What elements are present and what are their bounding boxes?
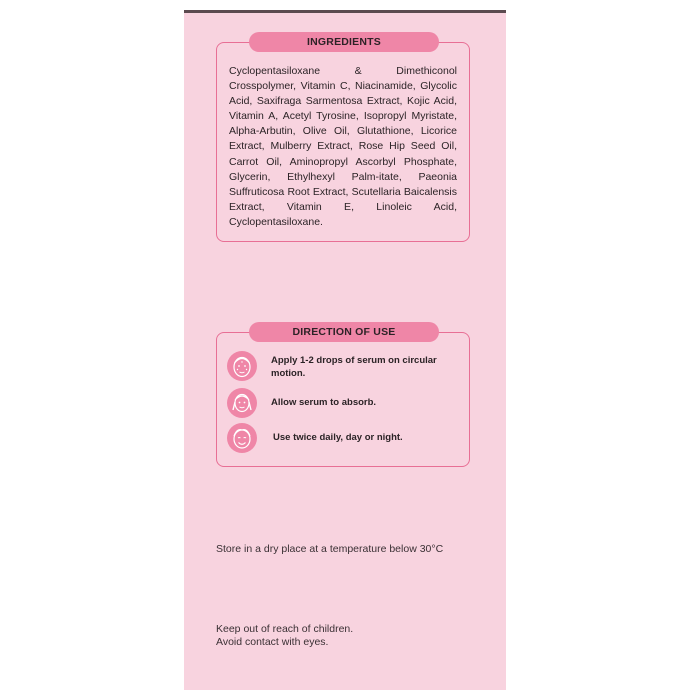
direction-step-text: Allow serum to absorb. [271,397,377,408]
warning-line-children: Keep out of reach of children. [216,623,354,635]
direction-step [227,423,462,453]
storage-note: Store in a dry place at a temperature below 30°C [216,543,444,555]
direction-step [227,351,462,381]
directions-title: DIRECTION OF USE [249,322,439,342]
warning-line-eyes: Avoid contact with eyes. [216,636,329,648]
ingredients-title: INGREDIENTS [249,32,439,52]
directions-box [216,326,470,467]
direction-step [227,388,462,418]
direction-step-text: Use twice daily, day or night. [273,432,403,443]
direction-step-text: Apply 1-2 drops of serum on circular motion. [271,355,437,379]
ingredients-box [216,36,470,242]
package-panel [184,10,506,690]
face-hands-icon [227,388,257,418]
face-smile-icon [227,423,257,453]
warning-note [216,623,456,649]
face-dots-icon [227,351,257,381]
ingredients-list: Cyclopentasiloxane & Dimethiconol Crosspolymer, Vitamin C, Niacinamide, Glycolic Acid, Saxifraga Sarmentosa Extract, Kojic Acid, Vitamin A, Acetyl Tyrosine, Isopropyl Myristate, Alpha-Arbutin, Olive Oil, Glutathione, Licorice Extract, Mulberry Extract, Rose Hip Seed Oil, Carrot Oil, Aminopropyl Ascorbyl Phosphate, Glycerin, Ethylhexyl Palm-itate, Paeonia Suffruticosa Root Extract, Scutellaria Baicalensis Extract, Vitamin E, Linoleic Acid, Cyclopentasiloxane. [229,65,457,228]
panel-top-edge [184,10,506,13]
